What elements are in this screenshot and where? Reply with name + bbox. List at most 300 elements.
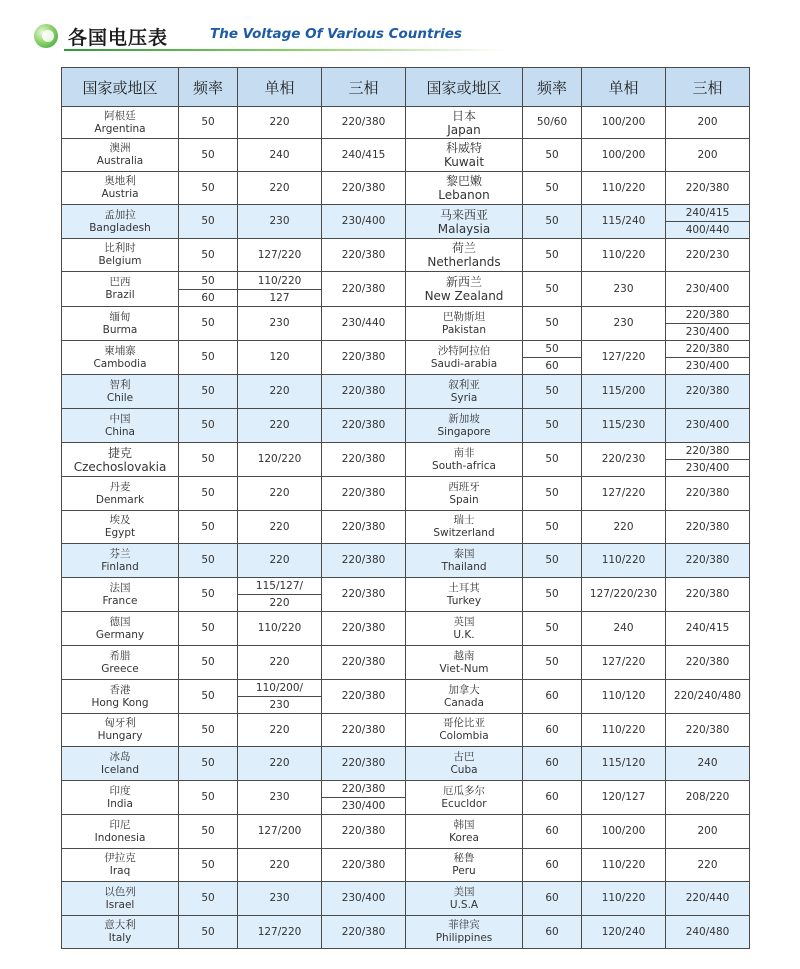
- single-phase-cell: [238, 612, 322, 646]
- single-phase-cell-value: 230: [269, 892, 290, 904]
- three-phase-cell: [322, 375, 406, 409]
- frequency-cell-value: 50: [201, 116, 215, 128]
- country-cell: [406, 477, 523, 511]
- single-phase-cell-value: 230: [269, 215, 290, 227]
- frequency-cell: [523, 239, 582, 272]
- single-phase-cell: [238, 511, 322, 544]
- frequency-cell-value: 50: [545, 148, 559, 161]
- frequency-cell: [179, 239, 238, 272]
- single-phase-cell: [582, 477, 666, 511]
- country-name-cn: 沙特阿拉伯: [437, 344, 491, 357]
- country-cell: [406, 849, 523, 882]
- green-orb-logo-icon: [34, 24, 58, 48]
- country-name-cn: 冰岛: [109, 750, 131, 763]
- three-phase-cell-value: 200: [697, 148, 718, 161]
- single-phase-cell-value: 220: [269, 385, 290, 397]
- single-phase-cell-value: 127/220: [257, 925, 302, 938]
- frequency-cell: [179, 443, 238, 477]
- table-body: [62, 107, 750, 949]
- country-name-en: Singapore: [437, 425, 491, 438]
- frequency-cell: [179, 477, 238, 511]
- three-phase-cell: [322, 882, 406, 916]
- country-name-en: Argentina: [94, 122, 146, 135]
- country-name-cn: 美国: [453, 885, 475, 898]
- country-cell: [406, 680, 523, 714]
- frequency-cell: [523, 916, 582, 949]
- country-cell: [62, 409, 179, 443]
- country-name-cn: 以色列: [104, 885, 136, 898]
- three-phase-cell-value: 220/380: [685, 385, 730, 397]
- single-phase-cell: [238, 578, 322, 612]
- frequency-cell: [179, 272, 238, 307]
- single-phase-cell: [238, 172, 322, 205]
- country-cell: [62, 680, 179, 714]
- frequency-cell-value: 60: [545, 892, 559, 904]
- frequency-cell: [523, 544, 582, 578]
- country-name-cn: 丹麦: [109, 480, 131, 493]
- country-cell: [406, 882, 523, 916]
- three-phase-cell-value: 220/380: [341, 622, 386, 634]
- three-phase-cell-value: 220/380: [341, 554, 386, 566]
- frequency-cell: [523, 815, 582, 849]
- single-phase-cell-value: 127/220: [601, 487, 646, 499]
- country-name-en: Italy: [108, 932, 132, 944]
- frequency-cell-value: 50: [545, 385, 559, 397]
- single-phase-cell: [238, 916, 322, 949]
- table-row: [62, 107, 750, 139]
- three-phase-cell-value: 220/230: [685, 248, 730, 261]
- frequency-cell-value: 50: [201, 690, 215, 702]
- country-name-en: Thailand: [441, 560, 487, 573]
- single-phase-cell-value: 127/220: [601, 656, 646, 668]
- single-phase-cell-value: 115/120: [601, 757, 646, 769]
- country-name-en: Peru: [452, 865, 476, 877]
- single-phase-cell-value: 230: [269, 791, 290, 803]
- country-name-cn: 哥伦比亚: [443, 717, 485, 729]
- frequency-cell: [523, 882, 582, 916]
- three-phase-cell-value: 400/440: [666, 221, 749, 238]
- country-name-cn: 巴西: [109, 276, 131, 288]
- three-phase-cell-value: 220/380: [341, 282, 386, 295]
- country-name-en: Burma: [102, 323, 138, 336]
- frequency-cell-value: 50: [545, 419, 559, 431]
- single-phase-cell: [582, 849, 666, 882]
- frequency-cell: [523, 307, 582, 341]
- frequency-cell-value: 50: [201, 825, 215, 837]
- single-phase-cell-value: 220: [269, 181, 290, 194]
- frequency-cell: [179, 612, 238, 646]
- country-name-en: China: [105, 425, 135, 438]
- single-phase-cell: [582, 107, 666, 139]
- country-name-en: U.K.: [453, 628, 475, 641]
- single-phase-cell: [582, 205, 666, 239]
- header-three-phase: 三相: [322, 68, 406, 107]
- country-name-cn: 埃及: [109, 514, 131, 526]
- header-three-phase: 三相: [666, 68, 750, 107]
- frequency-cell: [523, 205, 582, 239]
- country-cell: [62, 272, 179, 307]
- frequency-cell-value: 60: [545, 825, 559, 837]
- single-phase-cell-value: 127/200: [257, 825, 302, 837]
- country-name-cn: 法国: [109, 581, 131, 594]
- country-name-cn: 韩国: [453, 818, 475, 831]
- three-phase-cell-value: 220/380: [341, 419, 386, 431]
- country-name-cn: 比利时: [104, 242, 136, 254]
- single-phase-cell: [582, 781, 666, 815]
- three-phase-cell-value: 200: [697, 116, 718, 128]
- country-cell: [62, 443, 179, 477]
- country-name-en: Cambodia: [93, 357, 147, 370]
- table-row: [62, 781, 750, 815]
- single-phase-cell: [582, 714, 666, 747]
- three-phase-cell: [322, 239, 406, 272]
- country-cell: [406, 781, 523, 815]
- country-name-cn: 科威特: [445, 141, 482, 155]
- three-phase-cell-value: 220/380: [685, 343, 730, 355]
- single-phase-cell-value: 220: [269, 858, 290, 871]
- country-name-cn: 马来西亚: [439, 207, 488, 222]
- single-phase-cell: [582, 646, 666, 680]
- country-name-en: Lebanon: [438, 188, 490, 202]
- frequency-cell-value: 50: [201, 656, 215, 668]
- table-row: [62, 307, 750, 341]
- title-english: The Voltage Of Various Countries: [210, 26, 462, 42]
- table-row: [62, 375, 750, 409]
- single-phase-cell: [238, 205, 322, 239]
- three-phase-cell-value: 220/380: [341, 351, 386, 363]
- frequency-cell-value: 50: [545, 487, 559, 499]
- single-phase-cell-value: 100/200: [601, 116, 646, 128]
- three-phase-cell-value: 230/400: [685, 282, 730, 295]
- country-name-en: India: [107, 797, 133, 810]
- frequency-cell-value: 50: [545, 453, 559, 465]
- frequency-cell: [179, 781, 238, 815]
- single-phase-cell-value: 115/240: [601, 215, 646, 227]
- three-phase-cell: [322, 511, 406, 544]
- frequency-cell-value: 50: [545, 520, 559, 533]
- single-phase-cell-value: 115/127/: [255, 580, 304, 592]
- country-cell: [62, 107, 179, 139]
- table-row: [62, 511, 750, 544]
- single-phase-cell: [582, 612, 666, 646]
- single-phase-cell-value: 110/220: [601, 892, 646, 904]
- country-name-cn: 柬埔寨: [104, 344, 136, 357]
- table-row: [62, 239, 750, 272]
- table-row: [62, 747, 750, 781]
- table-row: [62, 409, 750, 443]
- frequency-cell: [179, 578, 238, 612]
- three-phase-cell-value: 220/380: [685, 554, 730, 566]
- single-phase-cell: [582, 139, 666, 172]
- header-country: 国家或地区: [62, 68, 179, 107]
- frequency-cell-value: 50: [201, 791, 215, 803]
- country-name-cn: 厄瓜多尔: [443, 784, 485, 797]
- three-phase-cell-value: 230/400: [341, 892, 386, 904]
- single-phase-cell: [238, 815, 322, 849]
- frequency-cell: [523, 409, 582, 443]
- country-name-en: Ecucldor: [441, 797, 487, 810]
- country-name-en: Colombia: [439, 730, 489, 742]
- single-phase-cell: [238, 443, 322, 477]
- country-cell: [406, 714, 523, 747]
- table-row: [62, 714, 750, 747]
- three-phase-cell: [322, 646, 406, 680]
- country-cell: [62, 307, 179, 341]
- country-name-cn: 智利: [109, 378, 131, 391]
- country-name-cn: 秘鲁: [453, 852, 475, 864]
- single-phase-cell-value: 110/220: [601, 858, 646, 871]
- country-name-cn: 香港: [109, 683, 131, 696]
- three-phase-cell: [666, 511, 750, 544]
- country-name-en: Cuba: [450, 763, 478, 776]
- country-name-en: Hungary: [97, 730, 143, 742]
- header-frequency: 频率: [179, 68, 238, 107]
- frequency-cell: [179, 375, 238, 409]
- three-phase-cell-value: 220/240/480: [673, 690, 742, 702]
- single-phase-cell-value: 120/220: [257, 453, 302, 465]
- three-phase-cell: [666, 107, 750, 139]
- three-phase-cell-value: 230/440: [341, 317, 386, 329]
- country-name-cn: 叙利亚: [448, 378, 480, 391]
- country-cell: [62, 849, 179, 882]
- three-phase-cell: [322, 747, 406, 781]
- frequency-cell-value: 50: [545, 282, 559, 295]
- single-phase-cell: [582, 409, 666, 443]
- voltage-table: [61, 67, 750, 949]
- single-phase-cell: [582, 578, 666, 612]
- three-phase-cell-value: 220/380: [341, 385, 386, 397]
- frequency-cell-value: 50: [201, 757, 215, 769]
- country-cell: [62, 172, 179, 205]
- table-row: [62, 646, 750, 680]
- country-name-en: Spain: [449, 493, 479, 506]
- country-cell: [406, 341, 523, 375]
- three-phase-cell: [666, 139, 750, 172]
- single-phase-cell-value: 220: [238, 594, 321, 611]
- frequency-cell: [179, 882, 238, 916]
- country-name-en: Finland: [101, 560, 139, 573]
- country-name-cn: 黎巴嫩: [445, 174, 482, 188]
- country-name-cn: 瑞士: [453, 514, 475, 526]
- single-phase-cell: [238, 307, 322, 341]
- country-cell: [62, 477, 179, 511]
- country-cell: [62, 612, 179, 646]
- three-phase-cell-value: 220/380: [685, 520, 730, 533]
- single-phase-cell-value: 120: [269, 351, 290, 363]
- frequency-cell-value: 50: [201, 723, 215, 736]
- single-phase-cell-value: 127/220: [601, 351, 646, 363]
- single-phase-cell-value: 220: [269, 554, 290, 566]
- single-phase-cell-value: 230: [238, 696, 321, 713]
- frequency-cell: [179, 747, 238, 781]
- frequency-cell-value: 60: [545, 925, 559, 938]
- single-phase-cell-value: 220: [613, 520, 634, 533]
- frequency-cell: [179, 544, 238, 578]
- header-single-phase: 单相: [582, 68, 666, 107]
- country-cell: [406, 815, 523, 849]
- country-name-en: Brazil: [105, 289, 135, 301]
- three-phase-cell: [666, 781, 750, 815]
- frequency-cell-value: 50/60: [536, 116, 568, 128]
- frequency-cell: [179, 307, 238, 341]
- three-phase-cell-value: 200: [697, 825, 718, 837]
- three-phase-cell: [322, 272, 406, 307]
- country-name-cn: 荷兰: [451, 241, 476, 255]
- three-phase-cell: [322, 172, 406, 205]
- three-phase-cell-value: 220/380: [341, 588, 386, 600]
- three-phase-cell-value: 220/380: [341, 487, 386, 499]
- country-name-cn: 菲律宾: [448, 919, 480, 931]
- single-phase-cell: [238, 646, 322, 680]
- frequency-cell-value: 50: [201, 622, 215, 634]
- single-phase-cell: [238, 239, 322, 272]
- country-name-cn: 德国: [109, 615, 131, 628]
- three-phase-cell-value: 240/415: [685, 207, 730, 219]
- country-name-cn: 印度: [109, 784, 131, 797]
- single-phase-cell-value: 220: [269, 520, 290, 533]
- frequency-cell-value: 50: [545, 588, 559, 600]
- frequency-cell: [523, 646, 582, 680]
- single-phase-cell-value: 100/200: [601, 825, 646, 837]
- three-phase-cell: [322, 341, 406, 375]
- frequency-cell-value: 50: [201, 148, 215, 161]
- country-name-cn: 澳洲: [109, 142, 131, 154]
- single-phase-cell: [238, 781, 322, 815]
- three-phase-cell: [666, 916, 750, 949]
- single-phase-cell-value: 100/200: [601, 148, 646, 161]
- three-phase-cell: [322, 205, 406, 239]
- frequency-cell: [523, 477, 582, 511]
- title-chinese: 各国电压表: [68, 27, 169, 49]
- table-row: [62, 882, 750, 916]
- frequency-cell-value: 60: [545, 723, 559, 736]
- frequency-cell-value: 60: [545, 858, 559, 871]
- country-name-en: Czechoslovakia: [73, 459, 167, 474]
- single-phase-cell: [582, 307, 666, 341]
- country-name-cn: 阿根廷: [104, 109, 136, 122]
- single-phase-cell-value: 120/240: [601, 925, 646, 938]
- single-phase-cell: [238, 544, 322, 578]
- table-row: [62, 849, 750, 882]
- single-phase-cell-value: 127: [238, 289, 321, 306]
- single-phase-cell: [238, 375, 322, 409]
- frequency-cell: [179, 815, 238, 849]
- country-name-en: Greece: [101, 662, 139, 675]
- frequency-cell: [523, 849, 582, 882]
- country-cell: [406, 443, 523, 477]
- three-phase-cell-value: 230/400: [322, 797, 405, 814]
- country-cell: [62, 205, 179, 239]
- three-phase-cell-value: 230/400: [666, 459, 749, 476]
- three-phase-cell-value: 220/380: [685, 588, 730, 600]
- three-phase-cell-value: 220/380: [341, 248, 386, 261]
- three-phase-cell: [666, 714, 750, 747]
- three-phase-cell: [322, 612, 406, 646]
- country-name-en: Kuwait: [443, 155, 485, 169]
- frequency-cell: [523, 172, 582, 205]
- frequency-cell: [179, 341, 238, 375]
- single-phase-cell-value: 115/200: [601, 385, 646, 397]
- country-cell: [406, 205, 523, 239]
- frequency-cell: [179, 107, 238, 139]
- single-phase-cell-value: 127/220/230: [589, 588, 658, 600]
- frequency-cell: [523, 578, 582, 612]
- three-phase-cell: [322, 477, 406, 511]
- frequency-cell-value: 50: [201, 588, 215, 600]
- frequency-cell: [179, 680, 238, 714]
- three-phase-cell-value: 220/440: [685, 892, 730, 904]
- single-phase-cell: [238, 341, 322, 375]
- frequency-cell-value: 50: [545, 248, 559, 261]
- country-cell: [62, 341, 179, 375]
- single-phase-cell: [582, 747, 666, 781]
- table-row: [62, 680, 750, 714]
- three-phase-cell: [666, 646, 750, 680]
- country-name-en: Germany: [95, 628, 145, 641]
- three-phase-cell: [322, 714, 406, 747]
- country-name-cn: 希腊: [109, 649, 131, 662]
- frequency-cell-value: 50: [545, 343, 559, 355]
- country-cell: [406, 139, 523, 172]
- country-name-cn: 意大利: [104, 919, 136, 931]
- page-header: [34, 22, 494, 52]
- frequency-cell: [523, 375, 582, 409]
- single-phase-cell: [238, 882, 322, 916]
- three-phase-cell: [666, 205, 750, 239]
- three-phase-cell: [666, 612, 750, 646]
- country-cell: [406, 409, 523, 443]
- country-cell: [62, 139, 179, 172]
- frequency-cell: [179, 646, 238, 680]
- three-phase-cell-value: 240: [697, 757, 718, 769]
- country-name-cn: 缅甸: [109, 310, 131, 323]
- frequency-cell: [523, 511, 582, 544]
- country-name-en: Netherlands: [427, 255, 501, 269]
- three-phase-cell: [666, 477, 750, 511]
- frequency-cell: [179, 409, 238, 443]
- table-header-row: [62, 68, 750, 107]
- single-phase-cell-value: 220: [269, 487, 290, 499]
- three-phase-cell-value: 220/380: [685, 656, 730, 668]
- three-phase-cell-value: 220/380: [341, 723, 386, 736]
- country-name-en: Egypt: [104, 527, 136, 539]
- frequency-cell: [523, 680, 582, 714]
- country-name-cn: 新西兰: [445, 275, 482, 289]
- country-cell: [406, 544, 523, 578]
- three-phase-cell-value: 220/380: [685, 487, 730, 499]
- country-name-cn: 伊拉克: [104, 852, 136, 864]
- table-row: [62, 578, 750, 612]
- frequency-cell: [179, 714, 238, 747]
- table-row: [62, 477, 750, 511]
- frequency-cell-value: 60: [545, 690, 559, 702]
- single-phase-cell-value: 110/220: [601, 248, 646, 261]
- country-name-en: Denmark: [95, 493, 145, 506]
- single-phase-cell: [238, 107, 322, 139]
- three-phase-cell-value: 220/380: [685, 723, 730, 736]
- three-phase-cell: [666, 172, 750, 205]
- country-name-cn: 新加坡: [448, 412, 480, 425]
- country-cell: [62, 714, 179, 747]
- country-name-en: Syria: [450, 391, 478, 404]
- table-row: [62, 341, 750, 375]
- single-phase-cell: [582, 511, 666, 544]
- single-phase-cell: [238, 409, 322, 443]
- single-phase-cell: [582, 680, 666, 714]
- frequency-cell-value: 50: [201, 858, 215, 871]
- frequency-cell-value: 50: [545, 622, 559, 634]
- single-phase-cell: [582, 443, 666, 477]
